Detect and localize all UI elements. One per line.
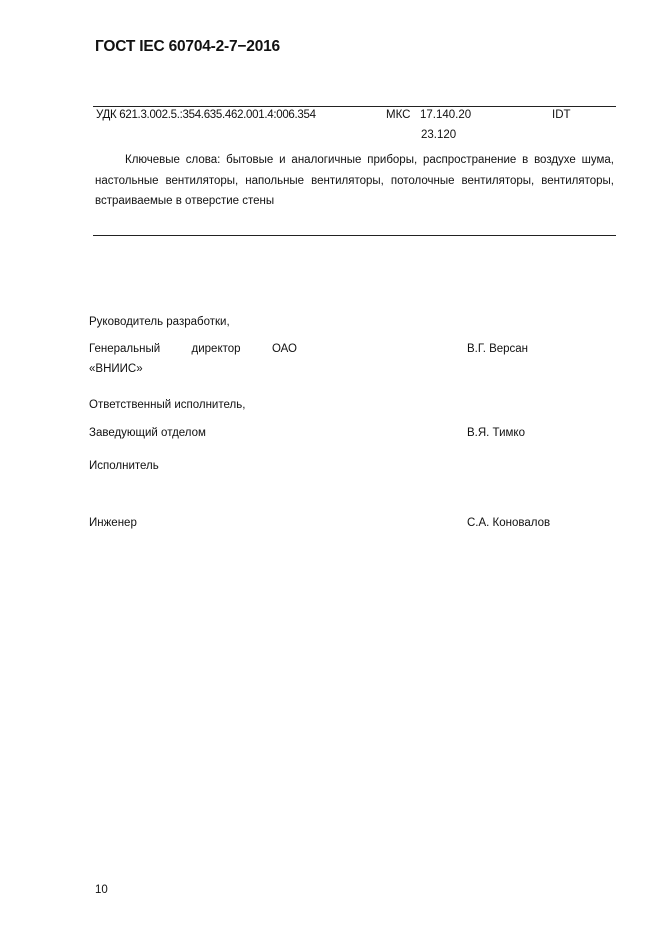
keywords-paragraph: Ключевые слова: бытовые и аналогичные приборы, распространение в воздухе шума, настольные вентиляторы, напольные вентиляторы, потолочные вентиляторы, вентиляторы, встраиваемые в отверстие стены <box>95 154 614 207</box>
post-word: директор <box>191 343 241 355</box>
responsible-executor-heading: Ответственный исполнитель, <box>89 399 246 411</box>
mks-code-secondary: 23.120 <box>421 129 457 141</box>
post-word: Генеральный <box>89 343 161 355</box>
mks-label: МКС <box>386 109 411 121</box>
general-director-name: В.Г. Версан <box>467 343 529 355</box>
general-director-org: «ВНИИС» <box>89 363 143 375</box>
document-title: ГОСТ IEC 60704-2-7−2016 <box>95 38 280 55</box>
mks-code-primary: 17.140.20 <box>420 109 472 121</box>
engineer-name: С.А. Коновалов <box>467 517 551 529</box>
udk-code: УДК 621.3.002.5.:354.635.462.001.4:006.354 <box>96 109 316 121</box>
idt-label: IDT <box>552 109 571 121</box>
head-of-department-post: Заведующий отделом <box>89 427 206 439</box>
bottom-divider <box>93 235 616 236</box>
engineer-post: Инженер <box>89 517 137 529</box>
lead-developer-heading: Руководитель разработки, <box>89 316 230 328</box>
head-of-department-name: В.Я. Тимко <box>467 427 525 439</box>
page-number: 10 <box>95 884 108 896</box>
executor-heading: Исполнитель <box>89 460 159 472</box>
top-divider <box>93 106 616 107</box>
post-word: ОАО <box>271 343 297 355</box>
general-director-post <box>89 343 297 355</box>
